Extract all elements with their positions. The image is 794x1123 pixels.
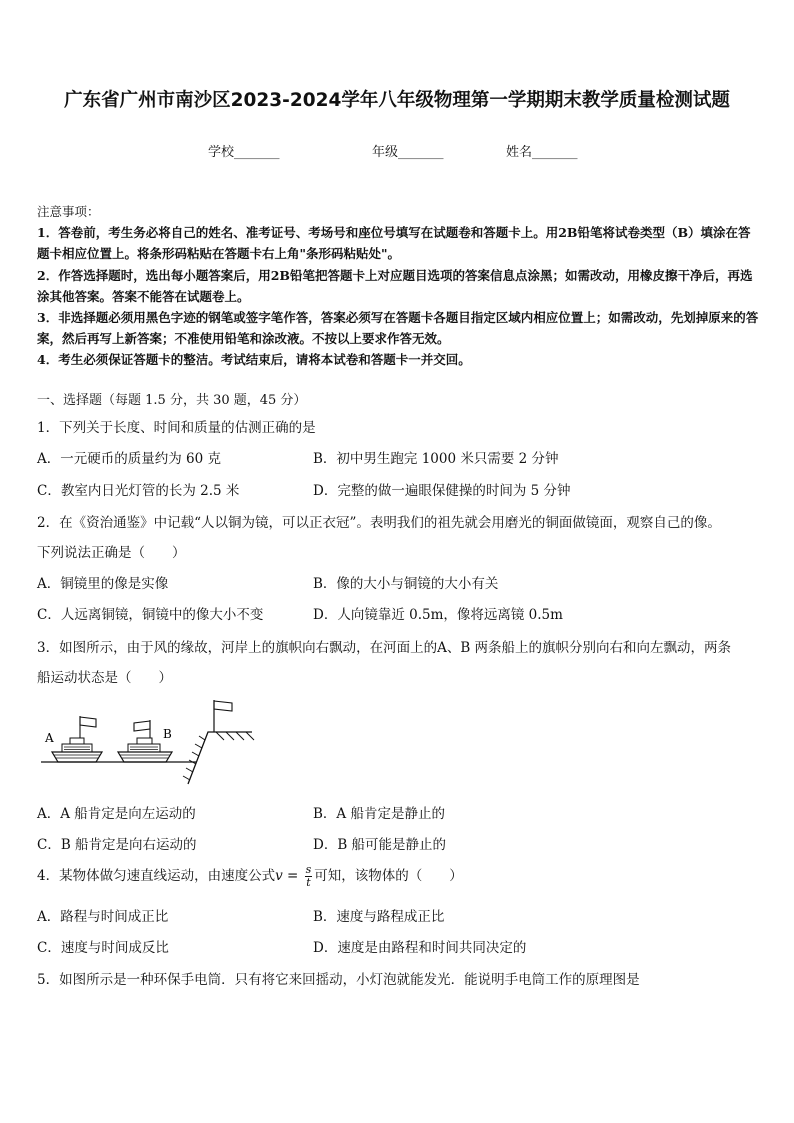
q2-option-b[interactable]: B．像的大小与铜镜的大小有关 [313,576,499,592]
note-item-1: 1．答卷前，考生务必将自己的姓名、准考证号、考场号和座位号填写在试题卷和答题卡上。用2B铅笔将试卷类型（B）填涂在答题卡相应位置上。将条形码粘贴在答题卡右上角"条形码粘贴处"。 [37,225,751,262]
q1-option-b[interactable]: B．初中男生跑完 1000 米只需要 2 分钟 [313,451,559,467]
q2-option-d[interactable]: D．人向镜靠近 0.5m，像将远离镜 0.5m [313,607,563,623]
riverbank [183,732,254,784]
q2-option-c[interactable]: C．人远离铜镜，铜镜中的像大小不变 [37,607,264,623]
formula-numerator: s [305,863,312,876]
q4-option-c[interactable]: C．速度与时间成反比 [37,940,169,956]
q1-option-d[interactable]: D．完整的做一遍眼保健操的时间为 5 分钟 [313,483,571,499]
formula-equals: = [282,868,303,884]
formula-v: v [275,868,283,884]
note-item-4: 4．考生必须保证答题卡的整洁。考试结束后，请将本试卷和答题卡一并交回。 [37,352,471,368]
q2-stem-line1: 2．在《资治通鉴》中记载“人以铜为镜，可以正衣冠”。表明我们的祖先就会用磨光的铜面做镜面，观察自己的像。 [37,515,721,531]
q1-stem: 1．下列关于长度、时间和质量的估测正确的是 [37,420,316,436]
note-item-3: 3．非选择题必须用黑色字迹的钢笔或签字笔作答，答案必须写在答题卡各题目指定区域内相应位置上；如需改动，先划掉原来的答案，然后再写上新答案；不准使用铅笔和涂改液。不按以上要求作答无效。 [37,310,759,347]
q3-option-d[interactable]: D．B 船可能是静止的 [313,837,447,853]
q3-stem-line1: 3．如图所示，由于风的缘故，河岸上的旗帜向右飘动，在河面上的A、B 两条船上的旗帜分别向右和向左飘动，两条 [37,640,732,656]
notes-heading: 注意事项： [37,204,100,219]
name-field[interactable]: 姓名_______ [506,145,578,160]
label-boat-a: A [45,731,54,745]
notes-block [37,201,762,371]
q4-stem-prefix: 4．某物体做匀速直线运动，由速度公式 [37,868,276,884]
q2-stem-line2: 下列说法正确是（ ） [37,545,186,561]
q4-stem-suffix: 可知，该物体的（ ） [314,868,463,884]
exam-title: 广东省广州市南沙区2023-2024学年八年级物理第一学期期末教学质量检测试题 [64,90,730,111]
boat-a [52,716,102,762]
label-boat-b: B [163,727,172,741]
q1-option-c[interactable]: C．教室内日光灯管的长为 2.5 米 [37,483,240,499]
section-heading: 一、选择题（每题 1.5 分，共 30 题，45 分） [37,393,307,408]
note-item-2: 2．作答选择题时，选出每小题答案后，用2B铅笔把答题卡上对应题目选项的答案信息点涂黑；如需改动，用橡皮擦干净后，再选涂其他答案。答案不能答在试题卷上。 [37,267,753,304]
q3-option-c[interactable]: C．B 船肯定是向右运动的 [37,837,197,853]
flag-b [134,721,150,731]
q1-option-a[interactable]: A．一元硬币的质量约为 60 克 [37,451,222,467]
q4-option-a[interactable]: A．路程与时间成正比 [37,909,169,925]
boats-diagram [38,694,258,786]
q3-option-a[interactable]: A．A 船肯定是向左运动的 [37,806,196,822]
school-field[interactable]: 学校_______ [208,145,280,160]
q3-option-b[interactable]: B．A 船肯定是静止的 [313,806,445,822]
formula-denominator: t [306,876,311,889]
q3-stem-line2: 船运动状态是（ ） [37,670,172,686]
q2-option-a[interactable]: A．铜镜里的像是实像 [37,576,169,592]
grade-field[interactable]: 年级_______ [372,145,444,160]
q5-stem: 5．如图所示是一种环保手电筒．只有将它来回摇动，小灯泡就能发光．能说明手电筒工作的原理图是 [37,972,640,988]
q4-stem [37,861,463,891]
q4-option-b[interactable]: B．速度与路程成正比 [313,909,445,925]
shore-flag [214,700,232,732]
flag-a [80,717,96,727]
q4-option-d[interactable]: D．速度是由路程和时间共同决定的 [313,940,527,956]
formula-fraction [305,864,313,889]
